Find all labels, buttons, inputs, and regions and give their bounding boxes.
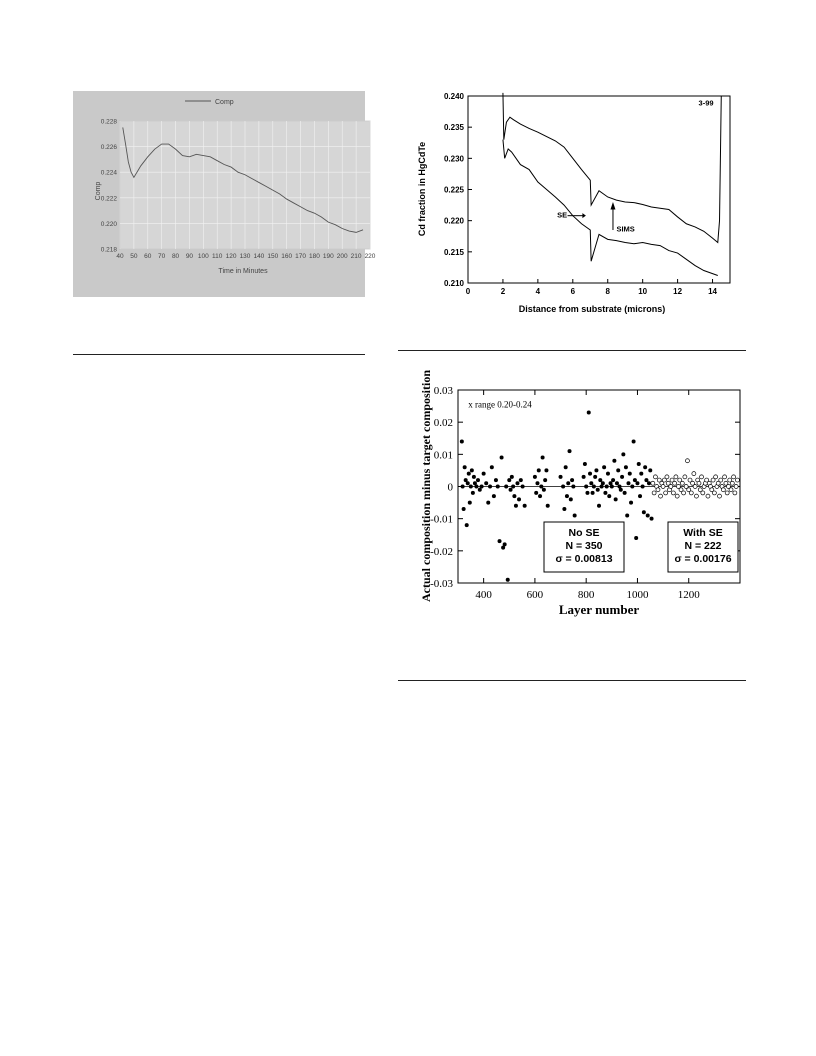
chart3-point-no-se	[471, 491, 475, 495]
chart3-point-no-se	[500, 456, 504, 460]
chart3-point-no-se	[533, 475, 537, 479]
chart3-y-tick-label: 0.03	[433, 385, 453, 397]
chart3-point-no-se	[490, 465, 494, 469]
chart3-stat-box-line: σ = 0.00813	[555, 553, 613, 565]
chart3-point-no-se	[602, 465, 606, 469]
chart3-point-with-se	[693, 485, 697, 489]
chart3-point-no-se	[647, 481, 651, 485]
chart3-point-no-se	[510, 475, 514, 479]
chart3-point-no-se	[598, 478, 602, 482]
chart3-stat-box-line: N = 222	[684, 540, 722, 552]
chart3-point-no-se	[534, 491, 538, 495]
chart3-point-no-se	[541, 456, 545, 460]
chart2-x-tick-label: 10	[638, 287, 648, 296]
chart3-point-no-se	[612, 459, 616, 463]
chart3-point-with-se	[689, 491, 693, 495]
chart3-point-with-se	[674, 475, 678, 479]
chart3-point-no-se	[603, 491, 607, 495]
chart1-x-axis-label: Time in Minutes	[218, 268, 268, 275]
chart3-point-no-se	[643, 465, 647, 469]
chart3-point-with-se	[717, 494, 721, 498]
chart3-point-no-se	[582, 475, 586, 479]
chart3-point-with-se	[664, 491, 668, 495]
chart2-y-tick-label: 0.225	[443, 185, 464, 195]
chart3-point-no-se	[509, 488, 513, 492]
chart3-point-no-se	[583, 462, 587, 466]
chart3-point-no-se	[626, 481, 630, 485]
chart3-point-no-se	[514, 504, 518, 508]
chart3-point-with-se	[732, 475, 736, 479]
chart3-stat-box-line: No SE	[568, 527, 600, 539]
chart2-annotation-3-99: 3-99	[698, 98, 714, 108]
chart3-annotation-x-range: x range 0.20-0.24	[468, 399, 532, 410]
chart1-x-tick-label: 200	[336, 253, 348, 260]
chart3-point-no-se	[644, 478, 648, 482]
chart3-point-with-se	[652, 491, 656, 495]
chart3-point-no-se	[462, 507, 466, 511]
chart3-point-no-se	[460, 439, 464, 443]
chart3-point-no-se	[585, 491, 589, 495]
chart3-point-no-se	[616, 468, 620, 472]
chart3-point-no-se	[648, 468, 652, 472]
chart3-point-with-se	[723, 475, 727, 479]
chart3-point-no-se	[635, 481, 639, 485]
chart1-y-tick-label: 0.226	[100, 144, 117, 152]
chart3-point-no-se	[592, 485, 596, 489]
chart3-point-no-se	[637, 462, 641, 466]
chart3-stat-box-line: With SE	[683, 527, 723, 539]
chart3-point-with-se	[659, 494, 663, 498]
chart3-point-no-se	[488, 485, 492, 489]
chart3-point-no-se	[515, 481, 519, 485]
chart2-annotations	[557, 98, 713, 233]
chart3-point-no-se	[646, 513, 650, 517]
chart1-x-tick-label: 160	[281, 253, 293, 260]
chart3-point-no-se	[607, 494, 611, 498]
chart3-point-no-se	[507, 478, 511, 482]
chart3-point-no-se	[605, 485, 609, 489]
chart3-point-no-se	[467, 472, 471, 476]
composition-vs-time-chart	[73, 91, 376, 297]
chart2-x-tick-label: 6	[570, 287, 576, 296]
chart3-point-no-se	[469, 485, 473, 489]
chart3-point-with-se	[682, 491, 686, 495]
chart3-y-tick-label: 0.01	[433, 449, 453, 462]
chart3-point-with-se	[712, 491, 716, 495]
chart3-point-no-se	[620, 475, 624, 479]
chart1-y-tick-label: 0.228	[100, 118, 117, 126]
chart2-se-arrowhead	[582, 213, 585, 218]
chart3-point-no-se	[564, 465, 568, 469]
chart2-series-se	[503, 140, 718, 276]
chart1-x-tick-label: 50	[130, 253, 138, 260]
chart3-point-with-se	[721, 488, 725, 492]
chart3-point-no-se	[621, 452, 625, 456]
chart3-point-with-se	[730, 481, 734, 485]
chart1-x-tick-label: 210	[350, 253, 362, 260]
chart3-point-no-se	[474, 485, 478, 489]
chart1-x-tick-label: 40	[116, 253, 124, 260]
chart1-x-tick-label: 170	[295, 253, 306, 260]
chart3-point-no-se	[461, 485, 465, 489]
chart2-x-tick-labels	[466, 287, 718, 296]
chart3-point-no-se	[597, 504, 601, 508]
chart3-point-no-se	[503, 542, 507, 546]
chart3-point-no-se	[519, 478, 523, 482]
chart1-x-tick-label: 140	[253, 253, 265, 260]
chart3-point-no-se	[610, 485, 614, 489]
chart3-point-no-se	[480, 485, 484, 489]
chart2-y-tick-labels	[444, 92, 465, 288]
chart3-point-no-se	[562, 507, 566, 511]
chart2-y-tick-label: 0.230	[443, 154, 464, 164]
chart3-y-tick-labels	[430, 385, 453, 590]
chart3-point-with-se	[706, 494, 710, 498]
chart3-x-tick-label: 1200	[677, 589, 700, 601]
chart3-x-tick-label: 1000	[626, 589, 649, 601]
chart3-point-with-se	[700, 475, 704, 479]
chart2-y-tick-label: 0.215	[443, 247, 464, 257]
chart3-point-with-se	[729, 488, 733, 492]
chart2-annotation-se: SE	[557, 210, 568, 220]
chart3-point-no-se	[633, 478, 637, 482]
chart3-point-with-se	[733, 491, 737, 495]
chart3-x-tick-label: 800	[577, 589, 595, 601]
chart3-point-with-se	[665, 475, 669, 479]
chart3-point-no-se	[638, 494, 642, 498]
chart3-point-with-se	[661, 485, 665, 489]
chart3-y-tick-label: -0.01	[430, 513, 453, 526]
chart3-x-tick-labels	[475, 589, 700, 601]
chart2-annotation-sims: SIMS	[616, 224, 635, 234]
chart1-x-tick-label: 70	[158, 253, 166, 260]
chart3-point-with-se	[735, 478, 739, 482]
chart2-plot-frame	[468, 96, 730, 283]
chart2-x-tick-label: 2	[500, 287, 506, 296]
chart3-point-no-se	[584, 485, 588, 489]
chart1-x-tick-label: 220	[364, 253, 376, 260]
chart2-y-tick-label: 0.235	[443, 123, 464, 133]
chart3-point-with-se	[653, 475, 657, 479]
chart2-x-tick-label: 8	[605, 287, 610, 296]
chart3-point-no-se	[641, 485, 645, 489]
chart3-point-no-se	[492, 494, 496, 498]
chart3-point-with-se	[673, 481, 677, 485]
chart1-y-tick-label: 0.218	[100, 246, 117, 254]
chart1-y-axis-label: Comp	[95, 181, 102, 201]
chart3-point-no-se	[639, 472, 643, 476]
chart1-y-tick-label: 0.224	[100, 169, 117, 177]
chart3-point-no-se	[591, 491, 595, 495]
chart3-point-with-se	[669, 485, 673, 489]
chart3-point-no-se	[559, 475, 563, 479]
chart3-point-no-se	[632, 439, 636, 443]
chart3-y-tick-label: 0	[447, 481, 453, 494]
chart3-point-no-se	[650, 517, 654, 521]
chart3-y-tick-label: 0.02	[433, 417, 453, 430]
chart2-y-tick-label: 0.210	[443, 279, 464, 288]
composition-deviation-scatter-chart	[410, 360, 746, 618]
chart3-point-no-se	[484, 481, 488, 485]
chart2-y-tick-label: 0.220	[443, 216, 464, 226]
chart3-point-no-se	[521, 485, 525, 489]
chart3-point-no-se	[642, 510, 646, 514]
chart2-series-lines	[503, 93, 721, 276]
cd-fraction-vs-distance-chart	[410, 86, 740, 318]
chart3-point-no-se	[482, 472, 486, 476]
chart2-y-axis-label: Cd fraction in HgCdTe	[417, 141, 427, 237]
right-column-divider-bottom	[398, 680, 746, 681]
chart3-point-no-se	[615, 481, 619, 485]
chart3-point-no-se	[566, 481, 570, 485]
chart3-point-no-se	[587, 411, 591, 415]
chart3-point-no-se	[625, 513, 629, 517]
chart2-x-tick-label: 0	[465, 287, 471, 296]
chart3-point-no-se	[596, 488, 600, 492]
chart1-y-tick-label: 0.222	[100, 195, 117, 203]
chart3-point-no-se	[561, 485, 565, 489]
chart1-x-tick-label: 80	[171, 253, 180, 260]
chart3-point-no-se	[496, 485, 500, 489]
chart3-point-no-se	[589, 481, 593, 485]
chart3-stat-box-line: σ = 0.00176	[674, 553, 732, 565]
chart1-x-tick-label: 110	[212, 253, 223, 260]
chart3-point-with-se	[701, 491, 705, 495]
chart3-point-with-se	[694, 494, 698, 498]
chart3-point-no-se	[623, 491, 627, 495]
chart3-point-no-se	[511, 485, 515, 489]
chart3-point-with-se	[671, 491, 675, 495]
chart3-point-no-se	[630, 485, 634, 489]
chart3-point-no-se	[619, 488, 623, 492]
chart3-point-with-se	[692, 472, 696, 476]
chart1-y-tick-label: 0.220	[100, 220, 117, 228]
chart3-point-no-se	[614, 497, 618, 501]
chart1-x-tick-label: 150	[267, 253, 279, 260]
chart1-x-tick-label: 100	[197, 253, 209, 260]
chart3-point-no-se	[606, 472, 610, 476]
chart3-point-no-se	[472, 475, 476, 479]
chart3-point-with-se	[683, 475, 687, 479]
chart3-point-no-se	[517, 497, 521, 501]
chart3-point-no-se	[570, 478, 574, 482]
chart3-point-no-se	[629, 501, 633, 505]
chart2-y-tick-label: 0.240	[443, 92, 464, 101]
chart3-point-no-se	[476, 478, 480, 482]
chart3-point-no-se	[571, 485, 575, 489]
chart3-point-with-se	[725, 491, 729, 495]
chart3-point-no-se	[568, 449, 572, 453]
left-column-divider	[73, 354, 365, 355]
chart3-point-no-se	[542, 488, 546, 492]
chart3-stat-boxes	[544, 522, 738, 572]
chart3-stat-box-line: N = 350	[565, 540, 603, 552]
chart3-y-tick-label: -0.02	[430, 545, 453, 558]
chart3-point-no-se	[634, 536, 638, 540]
chart3-point-no-se	[593, 475, 597, 479]
chart3-point-with-se	[734, 485, 738, 489]
chart3-point-no-se	[512, 494, 516, 498]
chart3-point-with-se	[651, 481, 655, 485]
chart3-point-no-se	[463, 465, 467, 469]
chart3-point-no-se	[468, 501, 472, 505]
chart3-point-no-se	[565, 494, 569, 498]
chart3-x-tick-label: 400	[475, 589, 492, 601]
chart3-point-with-se	[697, 481, 701, 485]
chart3-point-no-se	[506, 578, 510, 582]
chart2-x-tick-label: 14	[708, 287, 717, 296]
chart3-point-no-se	[538, 494, 542, 498]
chart3-y-tick-label: -0.03	[430, 578, 453, 590]
chart3-y-axis-label: Actual composition minus target composition	[419, 370, 433, 602]
chart3-point-no-se	[498, 539, 502, 543]
chart3-point-no-se	[569, 497, 573, 501]
chart2-x-tick-label: 4	[535, 287, 541, 296]
chart1-x-tick-label: 120	[225, 253, 237, 260]
chart3-x-tick-label: 600	[526, 589, 544, 601]
chart3-point-no-se	[588, 472, 592, 476]
chart3-point-no-se	[535, 481, 539, 485]
chart1-x-tick-label: 190	[322, 253, 334, 260]
chart3-point-no-se	[624, 465, 628, 469]
chart3-point-with-se	[714, 475, 718, 479]
chart3-annotations	[468, 400, 532, 410]
chart3-x-axis-label: Layer number	[558, 602, 640, 617]
chart3-point-no-se	[628, 472, 632, 476]
chart1-x-tick-label: 60	[144, 253, 152, 260]
chart3-point-no-se	[504, 485, 508, 489]
chart2-x-axis-label: Distance from substrate (microns)	[518, 304, 666, 314]
chart3-point-no-se	[537, 468, 541, 472]
chart3-point-with-se	[680, 481, 684, 485]
right-column-divider-top	[398, 350, 746, 351]
chart3-point-no-se	[466, 481, 470, 485]
chart3-point-no-se	[594, 468, 598, 472]
chart3-point-no-se	[544, 468, 548, 472]
chart3-point-no-se	[465, 523, 469, 527]
chart3-point-no-se	[523, 504, 527, 508]
chart2-sims-arrowhead	[610, 202, 615, 209]
chart3-point-no-se	[543, 478, 547, 482]
chart3-point-no-se	[611, 478, 615, 482]
chart1-x-tick-label: 130	[239, 253, 251, 260]
chart3-point-no-se	[486, 501, 490, 505]
chart3-point-with-se	[656, 488, 660, 492]
chart3-point-no-se	[546, 504, 550, 508]
chart3-point-with-se	[675, 494, 679, 498]
chart3-point-no-se	[539, 485, 543, 489]
chart3-point-no-se	[573, 513, 577, 517]
chart3-point-no-se	[601, 481, 605, 485]
chart3-point-no-se	[470, 468, 474, 472]
chart2-series-sims	[503, 93, 721, 243]
chart3-point-with-se	[719, 478, 723, 482]
chart1-legend-label: Comp	[215, 99, 234, 106]
chart3-point-with-se	[685, 459, 689, 463]
chart2-x-tick-label: 12	[673, 287, 683, 296]
chart3-point-no-se	[494, 478, 498, 482]
chart1-x-tick-label: 90	[185, 253, 194, 260]
chart1-x-tick-label: 180	[309, 253, 320, 260]
